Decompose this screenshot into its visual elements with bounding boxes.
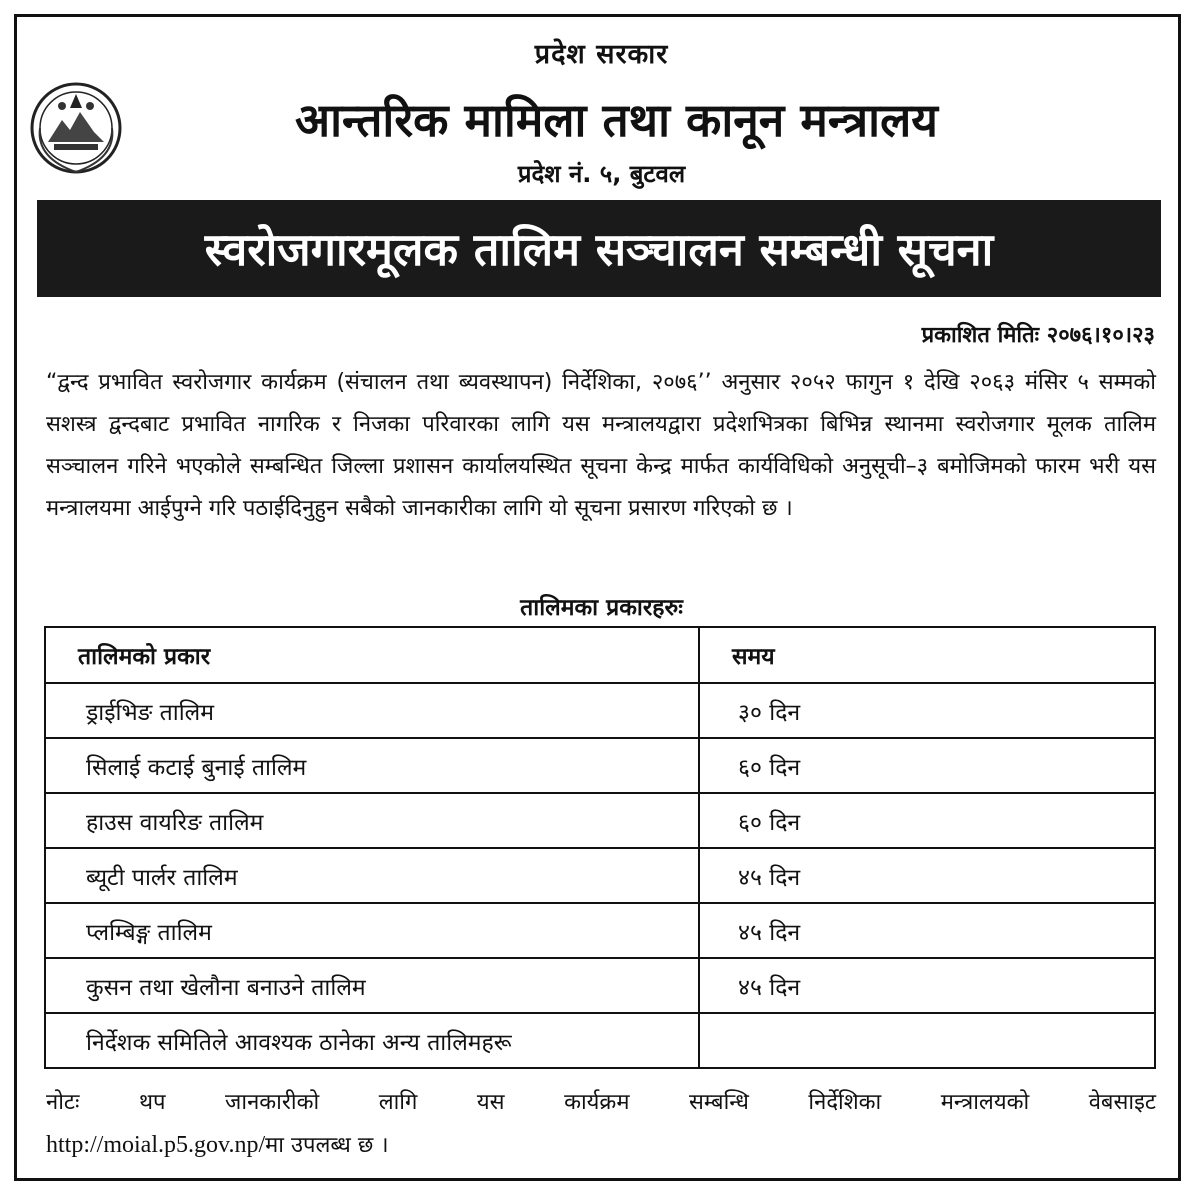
training-type-cell: कुसन तथा खेलौना बनाउने तालिम [45,958,699,1013]
note-word: कार्यक्रम [564,1090,630,1115]
training-type-cell: सिलाई कटाई बुनाई तालिम [45,738,699,793]
column-header-type: तालिमको प्रकार [45,627,699,683]
note-line [46,1082,1156,1124]
training-type-cell: ब्यूटी पार्लर तालिम [45,848,699,903]
table-row [45,793,1155,848]
table-row [45,903,1155,958]
training-table [44,626,1156,1069]
notice-banner [37,200,1161,297]
training-duration-cell: ४५ दिन [699,958,1155,1013]
training-duration-cell: ३० दिन [699,683,1155,738]
ministry-address: प्रदेश नं. ५, बुटवल [517,160,686,188]
note-word: मन्त्रालयको [940,1090,1030,1115]
training-duration-cell: ६० दिन [699,738,1155,793]
training-duration-cell: ४५ दिन [699,903,1155,958]
table-header-row [45,627,1155,683]
training-duration-cell: ६० दिन [699,793,1155,848]
footer-note [46,1082,1156,1167]
training-type-cell: प्लम्बिङ्ग तालिम [45,903,699,958]
published-label: प्रकाशित मितिः [921,323,1040,348]
column-header-duration: समय [699,627,1155,683]
training-type-cell: हाउस वायरिङ तालिम [45,793,699,848]
government-title: प्रदेश सरकार [534,39,669,70]
published-date-line [922,319,1155,349]
note-word: यस [476,1090,505,1115]
note-word: लागि [378,1090,418,1115]
training-type-cell: ड्राईभिङ तालिम [45,683,699,738]
table-row [45,848,1155,903]
note-word: थप [138,1090,166,1115]
notice-title: स्वरोजगारमूलक तालिम सञ्चालन सम्बन्धी सूचना [204,223,994,276]
published-date: २०७६।१०।२३ [1046,323,1155,348]
note-word: निर्देशिका [808,1090,882,1115]
table-row [45,1013,1155,1068]
note-word: वेबसाइट [1088,1090,1156,1115]
training-duration-cell: ४५ दिन [699,848,1155,903]
training-type-cell: निर्देशक समितिले आवश्यक ठानेका अन्य तालिमहरू [45,1013,699,1068]
table-row [45,738,1155,793]
ministry-title: आन्तरिक मामिला तथा कानून मन्त्रालय [295,93,938,147]
table-row [45,958,1155,1013]
training-duration-cell [699,1013,1155,1068]
note-url-line [46,1124,1156,1167]
website-link[interactable]: http://moial.p5.gov.np/ [46,1132,266,1158]
note-suffix: मा उपलब्ध छ । [265,1133,389,1158]
note-word: सम्बन्धि [688,1090,749,1115]
training-types-heading: तालिमका प्रकारहरुः [520,595,683,621]
note-word: जानकारीको [225,1090,320,1115]
notice-body: “द्वन्द प्रभावित स्वरोजगार कार्यक्रम (संचालन तथा ब्यवस्थापन) निर्देशिका, २०७६’’ अनुसार २०५२ फागुन १ देखि २०६३ मंसिर ५ सम्मको सशस्त्र द्वन्दबाट प्रभावित नागरिक र निजका परिवारका लागि यस मन्त्रालयद्वारा प्रदेशभित्रका बिभिन्न स्थानमा स्वरोजगार मूलक तालिम सञ्चालन गरिने भएकोले सम्बन्धित जिल्ला प्रशासन कार्यालयस्थित सूचना केन्द्र मार्फत कार्यविधिको अनुसूची–३ बमोजिमको फारम भरी यस मन्त्रालयमा आईपुग्ने गरि पठाईदिनुहुन सबैको जानकारीका लागि यो सूचना प्रसारण गरिएको छ । [46,370,1156,521]
table-row [45,683,1155,738]
note-word: नोटः [46,1090,80,1115]
